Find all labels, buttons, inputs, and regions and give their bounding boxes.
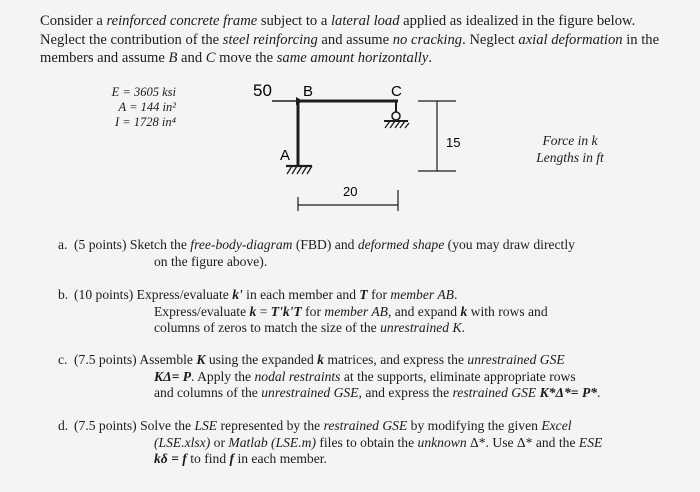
question-a [58, 237, 658, 270]
question-c-label: c. [58, 352, 68, 367]
fixed-support-hatch [287, 166, 312, 174]
elastic-modulus: E = 3605 ksi [111, 85, 176, 99]
roller-pin [392, 112, 400, 120]
node-c-label: C [391, 83, 402, 100]
question-b-body: (10 points) Express/evaluate k' in each member and T for member AB. Express/evaluate k = T'k'T for member AB, and expand k with rows and columns of zeros to match the size of the unrestrained K. [74, 287, 548, 335]
question-b-label: b. [58, 287, 69, 302]
question-b [58, 287, 658, 337]
moment-of-inertia: I = 1728 in⁴ [114, 115, 176, 129]
length-units: Lengths in ft [536, 150, 604, 165]
question-d [58, 418, 658, 468]
width-dim-label: 20 [343, 184, 358, 199]
node-b-label: B [303, 83, 314, 100]
height-dim-label: 15 [446, 135, 461, 150]
area: A = 144 in² [118, 100, 176, 114]
units-note [520, 132, 620, 166]
question-a-body: (5 points) Sketch the free-body-diagram (FBD) and deformed shape (you may draw directly on the figure above). [74, 237, 575, 269]
node-a-label: A [280, 147, 291, 164]
question-a-label: a. [58, 237, 68, 252]
question-c-body: (7.5 points) Assemble K using the expanded k matrices, and express the unrestrained GSE KΔ= P. Apply the nodal restraints at the supports, eliminate appropriate rows and columns of the unrestrained GSE, and express the restrained GSE K*Δ*= P*. [74, 352, 601, 400]
question-d-body: (7.5 points) Solve the LSE represented by the restrained GSE by modifying the given Excel (LSE.xlsx) or Matlab (LSE.m) files to obtain the unknown Δ*. Use Δ* and the ESE kδ = f to find f in each member. [74, 418, 603, 466]
intro-paragraph: Consider a reinforced concrete frame subject to a lateral load applied as idealized in the figure below. Neglect the contribution of the steel reinforcing and assume no cracking. Neglect axial deformation in the members and assume B and C move the same amount horizontally. [40, 13, 660, 66]
force-units: Force in k [542, 133, 598, 148]
question-c [58, 352, 658, 402]
question-d-label: d. [58, 418, 69, 433]
load-value: 50 [253, 81, 272, 100]
roller-hatch [385, 121, 409, 128]
